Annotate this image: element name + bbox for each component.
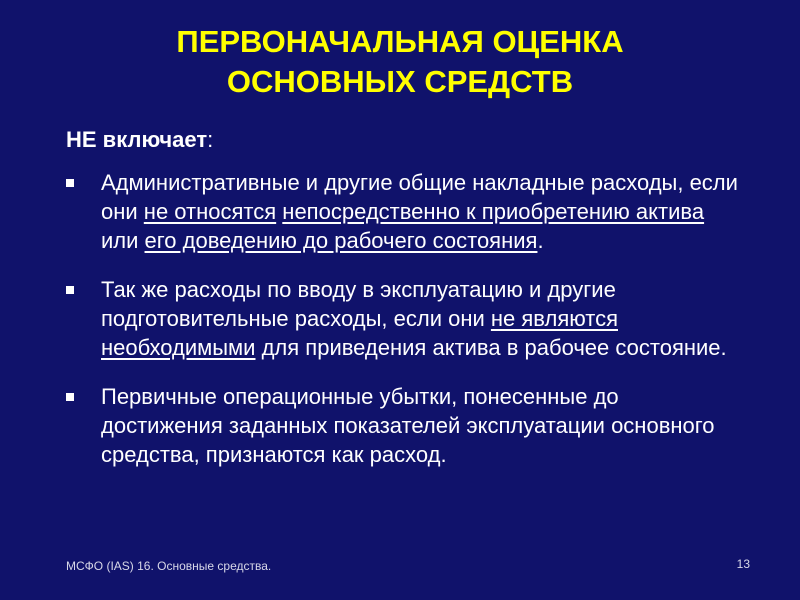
bullet-1-underline-3: его доведению до рабочего состояния <box>144 228 538 253</box>
page-number: 13 <box>736 557 750 571</box>
bullet-2-text-2: для приведения актива в рабочее состояние. <box>255 335 727 360</box>
slide-title-line-1: ПЕРВОНАЧАЛЬНАЯ ОЦЕНКА <box>176 24 624 59</box>
bullet-item-3 <box>66 382 746 469</box>
bullet-list <box>66 168 746 489</box>
footer-text: МСФО (IAS) 16. Основные средства. <box>66 559 272 573</box>
bullet-1-underline-2: непосредственно к приобретению актива <box>282 199 705 224</box>
bullet-2-underline-1: не являются необходимыми <box>101 306 618 360</box>
square-bullet-icon <box>66 286 74 294</box>
lead-bold: НЕ включает <box>66 127 208 152</box>
lead-colon: : <box>207 127 214 152</box>
bullet-item-2 <box>66 275 746 362</box>
bullet-1-text-3: или <box>101 228 145 253</box>
bullet-2-text-1: Так же расходы по вводу в эксплуатацию и другие подготовительные расходы, если они <box>101 277 616 331</box>
lead-text <box>66 125 213 155</box>
bullet-3-text-1: Первичные операционные убытки, понесенные до достижения заданных показателей эксплуатации основного средства, признаются как расход. <box>101 384 715 467</box>
square-bullet-icon <box>66 393 74 401</box>
bullet-1-text-4: . <box>537 228 544 253</box>
bullet-item-1 <box>66 168 746 255</box>
bullet-1-underline-1: не относятся <box>143 199 277 224</box>
slide-title <box>0 22 800 102</box>
slide-title-line-2: ОСНОВНЫХ СРЕДСТВ <box>226 64 574 99</box>
square-bullet-icon <box>66 179 74 187</box>
bullet-1-text-1: Административные и другие общие накладные расходы, если они <box>101 170 738 224</box>
